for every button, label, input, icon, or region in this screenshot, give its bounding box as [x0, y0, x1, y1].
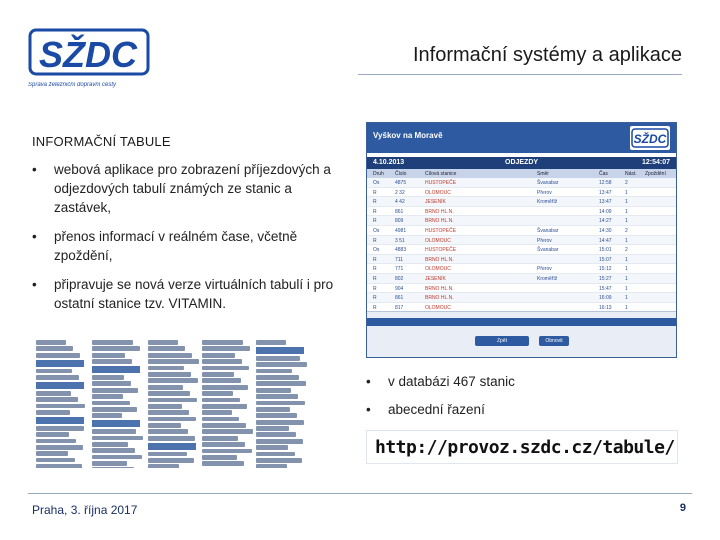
board-cell: 14:30 [599, 227, 612, 234]
board-cell: R [373, 208, 377, 215]
board-cell: JESENÍK [425, 275, 446, 282]
station-link[interactable] [148, 429, 188, 434]
station-link[interactable] [256, 426, 289, 431]
tabule-url-link[interactable]: http://provoz.szdc.cz/tabule/ [375, 437, 675, 458]
station-letter-header [36, 417, 84, 424]
station-link[interactable] [36, 340, 66, 345]
station-link[interactable] [36, 439, 76, 444]
board-cell: R [373, 275, 377, 282]
board-cell: 15:47 [599, 285, 612, 292]
board-mode: ODJEZDY [505, 159, 539, 166]
station-link[interactable] [92, 340, 133, 345]
station-link[interactable] [92, 381, 131, 386]
szdc-logo-mark [28, 24, 152, 80]
station-link[interactable] [92, 461, 127, 466]
footer-date: Praha, 3. října 2017 [32, 503, 138, 517]
board-cell: 861 [395, 208, 404, 215]
station-link[interactable] [202, 449, 252, 454]
station-link[interactable] [148, 458, 194, 463]
board-row [367, 284, 676, 294]
station-link[interactable] [256, 362, 307, 367]
logo-text: SŽDC [39, 34, 137, 75]
board-footer [367, 311, 676, 357]
station-link[interactable] [92, 401, 130, 406]
station-link[interactable] [256, 401, 305, 406]
station-link[interactable] [202, 385, 248, 390]
col-header: Zpoždění [645, 171, 666, 177]
feature-item [32, 160, 352, 217]
board-station-name: Vyškov na Moravě [373, 131, 443, 140]
station-link[interactable] [256, 407, 290, 412]
col-header: Cílová stanice [425, 171, 457, 177]
feature-list [32, 160, 352, 323]
board-cell: Os [373, 247, 380, 254]
board-cell: Přerov [537, 237, 552, 244]
station-letter-header [92, 420, 140, 427]
board-cell: Os [373, 227, 380, 234]
station-link[interactable] [256, 388, 291, 393]
station-link[interactable] [202, 436, 238, 441]
board-cell: HUSTOPEČE [425, 247, 457, 254]
station-link[interactable] [202, 410, 232, 415]
station-link[interactable] [36, 458, 75, 463]
board-cell: R [373, 189, 377, 196]
board-cell: 1 [625, 218, 628, 225]
station-link[interactable] [202, 455, 237, 460]
feature-text: připravuje se nová verze virtuálních tabulí i pro ostatní stanice tzv. VITAMIN. [54, 277, 334, 311]
station-link[interactable] [148, 417, 196, 422]
station-column [36, 340, 90, 468]
station-link[interactable] [148, 436, 195, 441]
station-link[interactable] [36, 375, 79, 380]
board-cell: OLOMOUC [425, 189, 451, 196]
board-cell: 1 [625, 199, 628, 206]
footer-divider [28, 493, 692, 494]
station-link[interactable] [148, 359, 199, 364]
station-link[interactable] [256, 420, 304, 425]
board-row [367, 178, 676, 188]
board-cell: 1 [625, 275, 628, 282]
station-link[interactable] [36, 410, 70, 415]
station-link[interactable] [202, 372, 234, 377]
bullet-icon: • [366, 402, 371, 417]
station-link[interactable] [148, 423, 181, 428]
board-cell: 15:07 [599, 256, 612, 263]
board-row [367, 274, 676, 284]
board-cell: Přerov [537, 189, 552, 196]
station-link[interactable] [148, 398, 197, 403]
fact-text: abecední řazení [388, 402, 485, 417]
col-header: Směr [537, 171, 549, 177]
bullet-icon: • [32, 277, 37, 292]
station-link[interactable] [202, 461, 244, 466]
board-row [367, 216, 676, 226]
board-cell: 16:13 [599, 304, 612, 311]
station-letter-header [36, 382, 84, 389]
station-link[interactable] [256, 340, 286, 345]
bullet-icon: • [366, 374, 371, 389]
board-cell: OLOMOUC [425, 304, 451, 311]
board-cell: Švanabar [537, 247, 559, 254]
board-row [367, 197, 676, 207]
col-header: Nást. [625, 171, 637, 177]
board-cell: 3 51 [395, 237, 405, 244]
board-rows [367, 178, 676, 312]
station-letter-header [148, 443, 196, 450]
station-link[interactable] [202, 398, 240, 403]
url-box[interactable] [366, 430, 678, 464]
departure-board-screenshot [366, 122, 677, 358]
board-row [367, 188, 676, 198]
bullet-icon: • [32, 162, 37, 177]
board-cell: 2 [625, 247, 628, 254]
board-cell: R [373, 285, 377, 292]
station-column [92, 340, 146, 468]
page-title: Informační systémy a aplikace [413, 44, 682, 66]
station-link[interactable] [92, 375, 124, 380]
station-letter-header [256, 347, 304, 354]
station-link[interactable] [202, 404, 247, 409]
board-cell: 14:47 [599, 237, 612, 244]
board-status-bar [367, 157, 676, 169]
board-cell: 771 [395, 266, 404, 273]
station-link[interactable] [148, 391, 190, 396]
station-link[interactable] [148, 410, 189, 415]
board-cell: R [373, 304, 377, 311]
station-link[interactable] [36, 445, 83, 450]
station-link[interactable] [256, 452, 295, 457]
board-cell: 1 [625, 237, 628, 244]
station-link[interactable] [202, 429, 253, 434]
board-cell: JESENÍK [425, 199, 446, 206]
station-link[interactable] [148, 464, 179, 468]
back-button[interactable]: Zpět [475, 336, 529, 346]
szdc-logo [28, 24, 152, 92]
board-cell: Švanabar [537, 227, 559, 234]
board-cell: 861 [395, 295, 404, 302]
board-row [367, 226, 676, 236]
station-link[interactable] [92, 359, 132, 364]
board-time: 12:54:07 [641, 159, 670, 166]
station-link[interactable] [202, 391, 233, 396]
board-cell: Přerov [537, 266, 552, 273]
board-row [367, 293, 676, 303]
board-logo-icon [630, 126, 670, 150]
board-cell: Kroměříž [537, 275, 558, 282]
board-cell: 1 [625, 295, 628, 302]
station-column [202, 340, 256, 468]
col-header: Číslo [395, 171, 407, 177]
col-header: Druh [373, 171, 384, 177]
board-cell: 1 [625, 208, 628, 215]
station-link[interactable] [202, 417, 239, 422]
board-cell: BRNO HL.N. [425, 208, 454, 215]
board-row [367, 255, 676, 265]
board-header [367, 123, 676, 153]
board-cell: 904 [395, 285, 404, 292]
board-row [367, 264, 676, 274]
board-cell: R [373, 266, 377, 273]
station-link[interactable] [36, 404, 85, 409]
station-link[interactable] [202, 340, 243, 345]
station-link[interactable] [92, 436, 143, 441]
station-link[interactable] [92, 353, 125, 358]
station-link[interactable] [92, 442, 128, 447]
board-cell: 711 [395, 256, 403, 263]
station-link[interactable] [92, 388, 138, 393]
station-link[interactable] [36, 346, 73, 351]
board-cell: R [373, 199, 377, 206]
board-cell: R [373, 218, 377, 225]
board-cell: 2 [625, 227, 628, 234]
station-link[interactable] [36, 432, 69, 437]
board-cell: R [373, 295, 377, 302]
station-link[interactable] [148, 353, 192, 358]
board-cell: 13:47 [599, 199, 612, 206]
board-cell: 1 [625, 189, 628, 196]
board-cell: 15:01 [599, 247, 612, 254]
board-row [367, 245, 676, 255]
station-link[interactable] [92, 429, 136, 434]
station-link[interactable] [202, 378, 241, 383]
board-cell: HUSTOPEČE [425, 180, 457, 186]
station-link[interactable] [148, 346, 185, 351]
page-number: 9 [679, 502, 686, 514]
station-link[interactable] [92, 467, 134, 468]
feature-item [32, 275, 352, 313]
section-title: INFORMAČNÍ TABULE [32, 134, 171, 149]
station-link[interactable] [148, 340, 178, 345]
station-link[interactable] [202, 423, 246, 428]
board-cell: 1 [625, 256, 628, 263]
board-cell: BRNO HL.N. [425, 218, 454, 225]
station-link[interactable] [36, 451, 68, 456]
station-link[interactable] [36, 397, 78, 402]
svg-text:SŽDC: SŽDC [633, 132, 667, 146]
station-link[interactable] [256, 369, 292, 374]
board-cell: 802 [395, 275, 404, 282]
station-letter-header [36, 360, 84, 367]
station-link[interactable] [92, 346, 140, 351]
board-footer-strip [367, 318, 676, 326]
board-cell: 1 [625, 304, 628, 311]
feature-text: webová aplikace pro zobrazení příjezdových a odjezdových tabulí známých ze stanic a zastávek, [54, 162, 331, 215]
station-link[interactable] [148, 404, 182, 409]
board-cell: 14:27 [599, 218, 612, 225]
station-link[interactable] [92, 455, 142, 460]
board-cell: 4981 [395, 227, 407, 234]
station-link[interactable] [148, 366, 184, 371]
station-column [148, 340, 202, 468]
board-cell: 15:12 [599, 266, 612, 273]
station-link[interactable] [92, 448, 135, 453]
station-link[interactable] [202, 359, 242, 364]
station-link[interactable] [36, 369, 72, 374]
board-cell: BRNO HL.N. [425, 295, 454, 302]
station-link[interactable] [256, 464, 287, 468]
station-link[interactable] [36, 464, 82, 468]
feature-text: přenos informací v reálném čase, včetně zpoždění, [54, 229, 298, 263]
board-cell: 13:47 [599, 189, 612, 196]
station-link[interactable] [256, 445, 288, 450]
station-link[interactable] [202, 353, 235, 358]
board-cell: 4 42 [395, 199, 405, 206]
board-cell: 2 32 [395, 189, 405, 196]
board-cell: HUSTOPEČE [425, 227, 457, 234]
board-cell: 4883 [395, 247, 407, 254]
station-link[interactable] [148, 385, 183, 390]
station-letter-header [92, 366, 140, 373]
board-cell: 1 [625, 285, 628, 292]
station-link[interactable] [256, 394, 298, 399]
station-link[interactable] [256, 413, 297, 418]
station-link[interactable] [92, 407, 137, 412]
station-link[interactable] [148, 452, 187, 457]
station-list-screenshot [32, 340, 310, 468]
fact-item [366, 400, 666, 419]
board-cell: 2 [625, 180, 628, 186]
station-link[interactable] [256, 375, 299, 380]
logo-subtitle: Správa železniční dopravní cesty [28, 82, 117, 88]
board-cell: OLOMOUC [425, 237, 451, 244]
fact-text: v databázi 467 stanic [388, 374, 515, 389]
fact-item [366, 372, 666, 391]
board-cell: 14:09 [599, 208, 612, 215]
board-cell: 4875 [395, 180, 407, 186]
col-header: Čas [599, 171, 608, 177]
board-cell: 16:09 [599, 295, 612, 302]
board-cell: Kroměříž [537, 199, 558, 206]
station-link[interactable] [148, 372, 191, 377]
station-link[interactable] [202, 366, 249, 371]
refresh-button[interactable]: Obnovit [539, 336, 569, 346]
station-link[interactable] [92, 413, 122, 418]
board-cell: R [373, 256, 377, 263]
station-link[interactable] [148, 378, 198, 383]
header-divider [358, 74, 682, 75]
database-facts [366, 372, 666, 428]
board-cell: 1 [625, 266, 628, 273]
station-column [256, 340, 310, 468]
board-column-headers [367, 169, 676, 178]
board-cell: 12:58 [599, 180, 612, 186]
board-row [367, 207, 676, 217]
station-link[interactable] [36, 426, 84, 431]
bullet-icon: • [32, 229, 37, 244]
board-cell: BRNO HL.N. [425, 285, 454, 292]
station-link[interactable] [202, 346, 250, 351]
station-link[interactable] [36, 391, 71, 396]
board-cell: 809 [395, 218, 404, 225]
feature-item [32, 227, 352, 265]
station-link[interactable] [92, 394, 123, 399]
station-link[interactable] [256, 381, 306, 386]
board-cell: OLOMOUC [425, 266, 451, 273]
station-link[interactable] [36, 353, 80, 358]
station-link[interactable] [256, 458, 302, 463]
station-link[interactable] [202, 442, 245, 447]
station-link[interactable] [256, 432, 296, 437]
board-cell: 817 [395, 304, 404, 311]
board-cell: BRNO HL.N. [425, 256, 454, 263]
board-cell: R [373, 237, 377, 244]
board-cell: 15:27 [599, 275, 612, 282]
board-cell: Švanabar [537, 180, 559, 186]
board-date: 4.10.2013 [373, 159, 405, 166]
board-row [367, 236, 676, 246]
station-link[interactable] [256, 439, 303, 444]
station-link[interactable] [256, 356, 300, 361]
board-cell: Os [373, 180, 380, 186]
